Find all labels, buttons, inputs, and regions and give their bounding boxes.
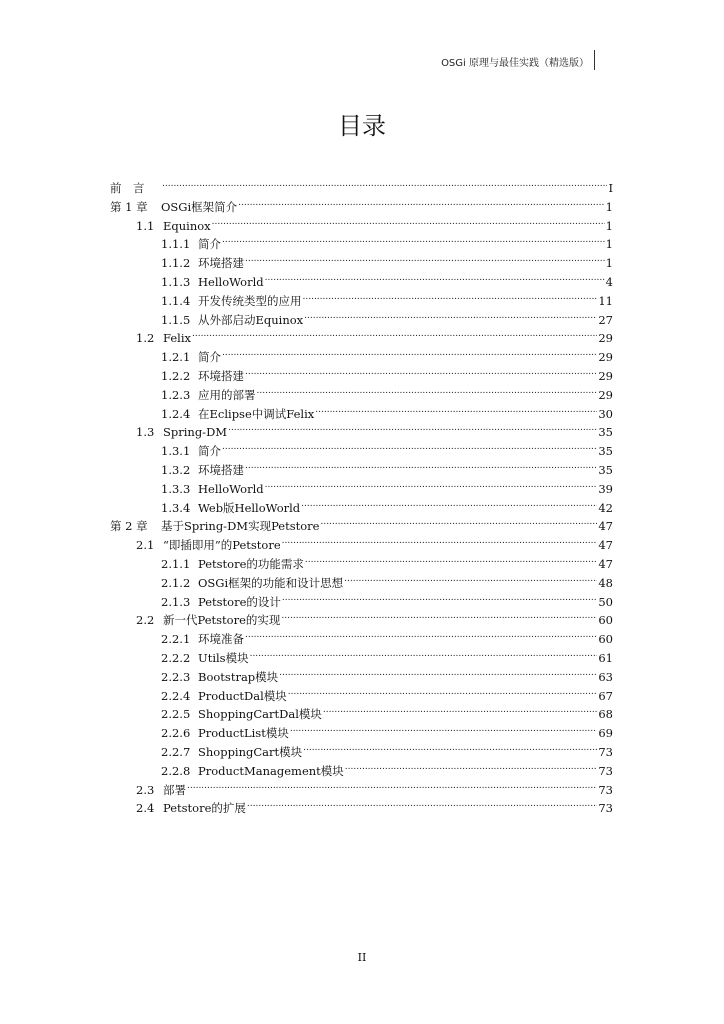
- toc-entry-page: 73: [598, 745, 613, 759]
- page-number: II: [357, 951, 367, 964]
- toc-entry-label: 环境搭建: [198, 256, 244, 271]
- toc-entry-number: 1.3.2: [161, 463, 191, 477]
- toc-entry-label: 部署: [163, 782, 186, 797]
- toc-entry-label: 新一代Petstore的实现: [163, 613, 281, 628]
- toc-entry[interactable]: [161, 494, 613, 515]
- dot-leader: [222, 343, 597, 361]
- toc-entry-label: HelloWorld: [198, 275, 264, 289]
- toc-entry[interactable]: [110, 512, 613, 534]
- dot-leader: [301, 494, 597, 512]
- toc-entry[interactable]: [161, 682, 613, 703]
- dot-leader: [162, 174, 607, 192]
- dot-leader: [282, 531, 598, 549]
- toc-entry-label: Spring-DM: [163, 425, 228, 440]
- toc-entry-number: 2.1.3: [161, 594, 191, 609]
- toc-entry-number: 前 言: [110, 181, 145, 195]
- toc-entry-label: 环境搭建: [198, 369, 244, 383]
- toc-entry-page: 29: [598, 369, 613, 383]
- toc-entry-label: OSGi框架的功能和设计思想: [198, 575, 344, 590]
- dot-leader: [303, 738, 597, 756]
- toc-entry-number: 1.3.4: [161, 500, 191, 515]
- toc-entry[interactable]: [161, 306, 613, 327]
- toc-entry[interactable]: [161, 625, 613, 647]
- toc-entry[interactable]: [161, 569, 613, 590]
- toc-entry-number: 2.2.5: [161, 707, 191, 722]
- running-header: [0, 50, 724, 70]
- toc-entry-number: 2.1.1: [161, 557, 191, 571]
- toc-entry-page: 42: [598, 500, 613, 515]
- toc-entry-number: 1.3.3: [161, 481, 191, 496]
- toc-entry-label: ProductManagement模块: [198, 763, 344, 778]
- toc-entry[interactable]: [161, 400, 613, 421]
- toc-entry-number: 2.2.4: [161, 688, 191, 703]
- toc-entry-page: 1: [605, 256, 613, 271]
- toc-entry[interactable]: [136, 794, 613, 816]
- toc-entry-page: I: [608, 181, 613, 195]
- toc-entry-page: 27: [598, 312, 613, 327]
- dot-leader: [290, 719, 598, 737]
- toc-entry[interactable]: [110, 193, 613, 214]
- dot-leader: [222, 230, 605, 248]
- toc-entry-label: 简介: [198, 444, 221, 459]
- toc-entry-number: 第 2 章: [110, 519, 148, 534]
- toc-entry-number: 1.1.3: [161, 275, 191, 289]
- toc-entry-page: 35: [598, 463, 613, 477]
- toc-entry[interactable]: [161, 343, 613, 365]
- toc-entry-label: 基于Spring-DM实现Petstore: [161, 519, 320, 534]
- toc-entry-label: Petstore的扩展: [163, 801, 246, 816]
- toc-entry-page: 1: [605, 199, 613, 214]
- dot-leader: [228, 418, 597, 436]
- dot-leader: [212, 212, 605, 230]
- toc-entry-number: 1.2.4: [161, 406, 191, 421]
- toc-entry-label: Bootstrap模块: [198, 669, 279, 684]
- toc-entry[interactable]: [136, 531, 613, 553]
- toc-entry[interactable]: [136, 324, 613, 346]
- dot-leader: [187, 776, 597, 794]
- toc-entry[interactable]: [161, 381, 613, 402]
- toc-entry[interactable]: [136, 776, 613, 797]
- toc-entry-label: Web版HelloWorld: [198, 500, 301, 515]
- toc-entry-page: 60: [598, 613, 613, 628]
- toc-entry-number: 2.4: [136, 801, 155, 816]
- toc-entry-page: 69: [598, 726, 613, 741]
- toc-entry-page: 47: [598, 557, 613, 571]
- dot-leader: [320, 512, 597, 530]
- toc-entry-label: Petstore的功能需求: [198, 557, 304, 571]
- toc-entry-page: 48: [598, 575, 613, 590]
- toc-entry-number: 2.2.1: [161, 632, 191, 647]
- toc-entry-label: ProductDal模块: [198, 688, 287, 703]
- dot-leader: [279, 663, 597, 681]
- toc-entry-label: OSGi框架简介: [161, 199, 238, 214]
- toc-entry-label: “即插即用”的Petstore: [163, 538, 281, 553]
- toc-entry-page: 61: [598, 651, 613, 665]
- toc-entry-number: 2.2.8: [161, 763, 191, 778]
- toc-entry[interactable]: [161, 287, 613, 308]
- toc-entry[interactable]: [161, 757, 613, 778]
- toc-entry-page: 11: [598, 293, 613, 308]
- toc-entry-page: 29: [598, 331, 613, 346]
- dot-leader: [344, 569, 597, 587]
- dot-leader: [281, 606, 597, 624]
- toc-entry-page: 73: [598, 763, 613, 778]
- toc-entry-page: 1: [605, 218, 613, 233]
- toc-entry-number: 1.1.5: [161, 312, 191, 327]
- toc-entry-page: 35: [598, 425, 613, 440]
- toc-entry-number: 2.2.6: [161, 726, 191, 741]
- toc-entry-page: 68: [598, 707, 613, 722]
- dot-leader: [303, 287, 598, 305]
- dot-leader: [265, 268, 605, 286]
- toc-entry-label: 从外部启动Equinox: [198, 312, 304, 327]
- toc-entry[interactable]: [161, 588, 613, 609]
- toc-entry[interactable]: [161, 700, 613, 722]
- toc-entry-page: 73: [598, 801, 613, 816]
- toc-entry[interactable]: [161, 550, 613, 571]
- toc-entry-number: 1.2: [136, 331, 155, 346]
- dot-leader: [247, 794, 597, 812]
- toc-entry-number: 1.3: [136, 425, 155, 440]
- toc-entry-page: 4: [605, 275, 613, 289]
- toc-entry[interactable]: [161, 738, 613, 759]
- toc-entry-number: 2.2.3: [161, 669, 191, 684]
- toc-entry-number: 2.1: [136, 538, 155, 553]
- toc-entry-number: 2.2: [136, 613, 155, 628]
- dot-leader: [250, 644, 598, 662]
- toc-entry-label: 应用的部署: [198, 387, 256, 402]
- toc-entry-label: Utils模块: [198, 651, 249, 665]
- toc-entry-page: 50: [598, 594, 613, 609]
- toc-entry[interactable]: [161, 475, 613, 496]
- dot-leader: [257, 381, 598, 399]
- toc-entry-page: 29: [598, 350, 613, 365]
- dot-leader: [288, 682, 598, 700]
- toc-entry-label: ShoppingCartDal模块: [198, 707, 322, 722]
- toc-entry-number: 1.2.3: [161, 387, 191, 402]
- page-title: 目录: [338, 112, 386, 140]
- toc-entry[interactable]: [161, 663, 613, 684]
- toc-entry-label: Petstore的设计: [198, 594, 281, 609]
- toc-entry-label: Felix: [163, 331, 191, 346]
- toc-entry-page: 39: [598, 481, 613, 496]
- toc-entry-label: HelloWorld: [198, 481, 264, 496]
- toc-entry[interactable]: [161, 230, 613, 252]
- dot-leader: [245, 249, 605, 267]
- toc-entry-label: Equinox: [163, 218, 211, 233]
- book-title: OSGi 原理与最佳实践（精选版）: [441, 58, 589, 69]
- dot-leader: [282, 588, 597, 606]
- toc-entry[interactable]: [110, 174, 613, 195]
- toc-entry-page: 47: [598, 538, 613, 553]
- toc-entry-label: ProductList模块: [198, 726, 289, 741]
- toc-entry[interactable]: [136, 418, 613, 440]
- dot-leader: [305, 550, 597, 568]
- toc-entry-page: 67: [598, 688, 613, 703]
- toc-entry-number: 2.1.2: [161, 575, 191, 590]
- toc-entry-label: 简介: [198, 350, 221, 365]
- dot-leader: [315, 400, 597, 418]
- toc-entry-number: 1.2.1: [161, 350, 191, 365]
- toc-entry-page: 30: [598, 406, 613, 421]
- toc-entry-label: 环境搭建: [198, 463, 244, 477]
- dot-leader: [345, 757, 598, 775]
- toc-entry-label: 环境准备: [198, 632, 244, 647]
- toc-entry-number: 1.3.1: [161, 444, 191, 459]
- toc-entry-number: 2.2.2: [161, 651, 191, 665]
- toc-entry[interactable]: [161, 437, 613, 459]
- toc-entry-page: 60: [598, 632, 613, 647]
- toc-entry-label: 简介: [198, 237, 221, 252]
- dot-leader: [222, 437, 597, 455]
- dot-leader: [323, 700, 597, 718]
- toc-entry-number: 1.1.4: [161, 293, 191, 308]
- toc-entry-page: 35: [598, 444, 613, 459]
- toc-entry-number: 2.3: [136, 782, 155, 797]
- toc-entry-page: 63: [598, 669, 613, 684]
- dot-leader: [245, 625, 597, 643]
- dot-leader: [238, 193, 605, 211]
- toc-entry-number: 2.2.7: [161, 745, 191, 759]
- toc-entry-label: 开发传统类型的应用: [198, 293, 302, 308]
- toc-entry-number: 第 1 章: [110, 199, 148, 214]
- toc-entry[interactable]: [136, 606, 613, 628]
- toc-entry[interactable]: [161, 644, 613, 665]
- toc-entry[interactable]: [161, 249, 613, 271]
- toc-entry[interactable]: [136, 212, 613, 233]
- toc-entry-label: 在Eclipse中调试Felix: [198, 406, 315, 421]
- toc-entry-page: 29: [598, 387, 613, 402]
- toc-entry-number: 1.1: [136, 218, 155, 233]
- dot-leader: [304, 306, 597, 324]
- toc-entry-page: 1: [605, 237, 613, 252]
- toc-entry-page: 47: [598, 519, 613, 534]
- toc-entry[interactable]: [161, 456, 613, 477]
- toc-entry[interactable]: [161, 719, 613, 741]
- toc-entry-label: ShoppingCart模块: [198, 745, 303, 759]
- toc-entry[interactable]: [161, 268, 613, 289]
- dot-leader: [245, 456, 597, 474]
- dot-leader: [265, 475, 598, 493]
- dot-leader: [192, 324, 597, 342]
- toc-entry-page: 73: [598, 782, 613, 797]
- toc-entry[interactable]: [161, 362, 613, 383]
- header-divider: [594, 50, 595, 70]
- dot-leader: [245, 362, 597, 380]
- toc-entry-number: 1.2.2: [161, 369, 191, 383]
- toc-entry-number: 1.1.2: [161, 256, 191, 271]
- toc-entry-number: 1.1.1: [161, 237, 191, 252]
